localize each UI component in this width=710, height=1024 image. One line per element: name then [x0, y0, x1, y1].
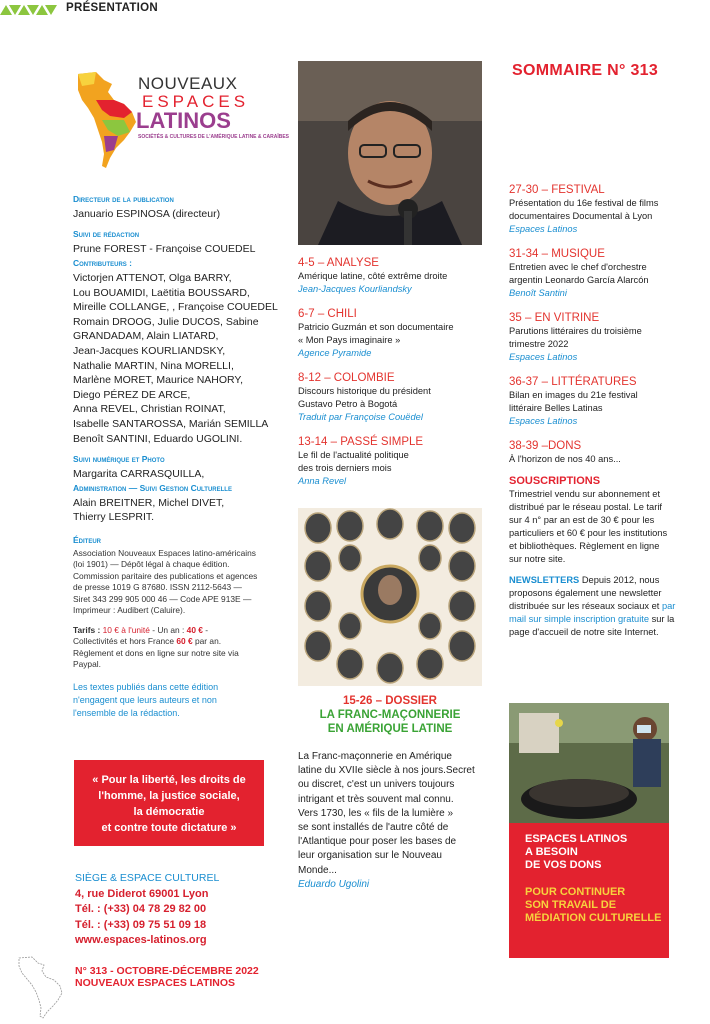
- donate-line2: MÉDIATION CULTURELLE: [525, 912, 662, 924]
- dossier-line: l'Atlantique pour poser les bases de: [298, 836, 457, 848]
- dossier-line: intrigant et très souvent mal connu.: [298, 793, 454, 805]
- donate-line: DE VOS DONS: [525, 859, 602, 871]
- editeur-line: Imprimeur : Audibert (Caluire).: [73, 605, 186, 616]
- contact-tel2: Tél. : (+33) 09 75 51 09 18: [75, 918, 207, 931]
- tarifs-price3: 60 €: [176, 636, 193, 647]
- quote-line: « Pour la liberté, les droits de: [92, 774, 246, 786]
- contrib-line: Victorjen ATTENOT, Olga BARRY,: [73, 271, 232, 284]
- toc-body: Le fil de l'actualité politique: [298, 450, 409, 460]
- souscriptions-block: [509, 474, 699, 566]
- contact-address: 4, rue Diderot 69001 Lyon: [75, 887, 209, 900]
- director-label: Directeur de la publication: [73, 194, 174, 204]
- toc-title: 4-5 – ANALYSE: [298, 257, 379, 269]
- dossier-line: leur organisation sur le Nouveau: [298, 850, 442, 862]
- toc-body: argentin Leonardo García Alarcón: [509, 275, 649, 285]
- disclaimer-line: l'ensemble de la rédaction.: [73, 707, 180, 718]
- director-value: Januario ESPINOSA (directeur): [73, 207, 221, 220]
- disclaimer-line: Les textes publiés dans cette édition: [73, 681, 219, 692]
- top-bar: [0, 0, 710, 18]
- editeur-line: (loi 1901) — Dépôt légal à chaque édition.: [73, 559, 230, 570]
- souscriptions-title: SOUSCRIPTIONS: [509, 475, 601, 487]
- editeur-label: Éditeur: [73, 535, 102, 546]
- toc-title: 8-12 – COLOMBIE: [298, 372, 395, 384]
- quote-line: la démocratie: [133, 806, 205, 818]
- toc-title: 38-39 –DONS: [509, 440, 582, 452]
- newsletters-l3a: distribuée sur les réseaux sociaux et: [509, 601, 662, 611]
- souscriptions-line: particuliers et 60 € pour les institutions: [509, 528, 668, 538]
- contrib-line: Lou BOUAMIDI, Laëtitia BOUSSARD,: [73, 286, 250, 299]
- souscriptions-line: Trimestriel vendu sur abonnement et: [509, 489, 661, 499]
- dossier-title-line: 15-26 – DOSSIER: [343, 695, 437, 707]
- toc-entry[interactable]: [509, 376, 699, 428]
- newsletters-l5: page d'accueil de notre site Internet.: [509, 627, 659, 637]
- tarifs-mid: - Un an :: [149, 624, 187, 635]
- toc-body: Patricio Guzmán et son documentaire: [298, 322, 454, 332]
- tarifs-line1: [73, 625, 278, 637]
- toc-body: Gustavo Petro à Bogotá: [298, 399, 398, 409]
- toc-entry[interactable]: [509, 440, 699, 466]
- toc-entry[interactable]: [298, 436, 488, 488]
- dossier-line: ou discret, c'est un univers toujours: [298, 779, 455, 791]
- toc-title: 13-14 – PASSÉ SIMPLE: [298, 436, 424, 448]
- contrib-line: Mireille COLLANGE, , Françoise COUEDEL: [73, 301, 278, 314]
- newsletters-block: [509, 574, 699, 639]
- decorative-triangles-icon: [0, 3, 60, 15]
- contact-tel1: Tél. : (+33) 04 78 29 82 00: [75, 903, 207, 915]
- toc-entry[interactable]: [298, 257, 488, 296]
- tarifs-line2: [73, 636, 278, 648]
- disclaimer-line: n'engagent que leurs auteurs et non: [73, 694, 217, 705]
- portrait-image: [298, 61, 482, 245]
- souscriptions-line: distribué par le réseau postal. Le tarif: [509, 502, 662, 512]
- toc-body: Amérique latine, côté extrême droite: [298, 271, 448, 281]
- right-sections: [509, 184, 699, 639]
- logo-line1: NOUVEAUX: [138, 74, 238, 93]
- tarifs-line4: Paypal.: [73, 659, 101, 670]
- contrib-line: Marlène MORET, Maurice NAHORY,: [73, 374, 243, 387]
- newsletters-line1: [509, 574, 699, 587]
- toc-author: Benoît Santini: [509, 288, 567, 298]
- souscriptions-line: sur notre site.: [509, 554, 566, 564]
- toc-body: Bilan en images du 21e festival: [509, 390, 638, 400]
- tarifs-price2: 40 €: [186, 624, 203, 635]
- staff-block: [73, 192, 278, 720]
- editeur-line: Siret 343 299 905 000 46 — Code APE 913E —: [73, 593, 252, 604]
- donate-box[interactable]: [509, 823, 669, 958]
- toc-title: 27-30 – FESTIVAL: [509, 184, 605, 196]
- tarifs-label: Tarifs :: [73, 624, 101, 635]
- editeur-line: Association Nouveaux Espaces latino-américains: [73, 547, 256, 558]
- toc-body: Entretien avec le chef d'orchestre: [509, 262, 647, 272]
- toc-body: Discours historique du président: [298, 386, 431, 396]
- souscriptions-line: sur 4 n° par an est de 30 € pour les: [509, 515, 655, 525]
- toc-body: des trois derniers mois: [298, 463, 392, 473]
- toc-entry[interactable]: [298, 308, 488, 360]
- newsletters-label: NEWSLETTERS: [509, 575, 580, 585]
- donate-line: A BESOIN: [525, 846, 578, 858]
- contrib-line: Romain DROOG, Julie DUCOS, Sabine: [73, 315, 259, 328]
- toc-body: Parutions littéraires du troisième: [509, 326, 642, 336]
- president-photo: [298, 61, 482, 245]
- contrib-line: Benoît SANTINI, Eduardo UGOLINI.: [73, 432, 243, 445]
- toc-author: Agence Pyramide: [298, 348, 372, 358]
- tarifs-end: -: [202, 624, 209, 635]
- toc-author: Espaces Latinos: [509, 352, 578, 362]
- dossier-title: [298, 694, 482, 736]
- toc-entry[interactable]: [298, 372, 488, 424]
- middle-sections: [298, 257, 488, 488]
- masonic-portraits-image: [298, 508, 482, 686]
- admin-label: Administration — Suivi Gestion Culturelle: [73, 483, 232, 494]
- suivi-label: Suivi de rédaction: [73, 229, 140, 240]
- contrib-line: Isabelle SANTAROSSA, Marián SEMILLA: [73, 417, 269, 430]
- contrib-label: Contributeurs :: [73, 258, 132, 269]
- toc-author: Anna Revel: [298, 476, 347, 486]
- contact-title: SIÈGE & ESPACE CULTUREL: [75, 872, 220, 884]
- footer-map-icon: [16, 955, 71, 1020]
- contrib-line: Nathalie MARTIN, Nina MORELLI,: [73, 359, 234, 372]
- tarifs-line2a: Collectivités et hors France: [73, 636, 177, 647]
- toc-author: Traduit par Françoise Couëdel: [298, 412, 423, 422]
- toc-entry[interactable]: [509, 248, 699, 300]
- logo-line3: LATINOS: [136, 108, 231, 133]
- contrib-line: Diego PÉREZ DE ARCE,: [73, 388, 191, 401]
- dossier-line: Vers 1730, les « fils de la lumière »: [298, 807, 454, 819]
- souscriptions-line: et bibliothèques. Règlement en ligne: [509, 541, 660, 551]
- sommaire-title: SOMMAIRE N° 313: [512, 62, 659, 79]
- contrib-line: Jean-Jacques KOURLIANDSKY,: [73, 344, 226, 357]
- toc-title: 35 – EN VITRINE: [509, 312, 600, 324]
- toc-body: trimestre 2022: [509, 339, 569, 349]
- admin-line: Alain BREITNER, Michel DIVET,: [73, 496, 225, 509]
- donate-line: ESPACES LATINOS: [525, 833, 628, 845]
- footer-mag-name: NOUVEAUX ESPACES LATINOS: [75, 977, 236, 989]
- donate-text: [509, 823, 669, 925]
- editeur-line: de presse 1019 G 87680. ISSN 2112-5643 —: [73, 582, 242, 593]
- dossier-line: La Franc-maçonnerie en Amérique: [298, 751, 452, 762]
- footer-issue-number: N° 313 - OCTOBRE-DÉCEMBRE 2022: [75, 965, 259, 977]
- numerique-value: Margarita CARRASQUILLA,: [73, 467, 205, 480]
- dossier-line: se sont installés de l'autre côté de: [298, 822, 449, 834]
- toc-title: 31-34 – MUSIQUE: [509, 248, 605, 260]
- toc-body: À l'horizon de nos 40 ans...: [509, 454, 621, 464]
- contact-web[interactable]: www.espaces-latinos.org: [75, 934, 207, 946]
- toc-body: Présentation du 16e festival de films: [509, 198, 659, 208]
- section-label: PRÉSENTATION: [66, 2, 158, 14]
- tarifs-line2b: par an.: [192, 636, 222, 647]
- tarifs-price1: 10 € à l'unité: [102, 624, 150, 635]
- dossier-title-line: LA FRANC-MAÇONNERIE: [319, 709, 461, 721]
- logo: [74, 70, 290, 175]
- dossier-line: Monde...: [298, 864, 337, 876]
- quote-line: et contre toute dictature »: [101, 822, 237, 834]
- toc-title: 36-37 – LITTÉRATURES: [509, 376, 637, 388]
- admin-line: Thierry LESPRIT.: [73, 511, 155, 524]
- dossier-block[interactable]: [298, 694, 482, 891]
- contact-block: [75, 871, 295, 949]
- editeur-line: Commission paritaire des publications et agences: [73, 570, 258, 581]
- contrib-line: GRANDADAM, Alain LIATARD,: [73, 330, 219, 343]
- toc-author: Espaces Latinos: [509, 416, 578, 426]
- toc-body: « Mon Pays imaginaire »: [298, 335, 401, 345]
- portraits-collage: [298, 508, 482, 686]
- newsletters-l4a[interactable]: mail sur simple inscription gratuite: [509, 614, 650, 624]
- logo-tagline: SOCIÉTÉS & CULTURES DE L'AMÉRIQUE LATINE & CARAÏBES: [138, 134, 290, 140]
- dossier-body: [298, 750, 482, 891]
- newsletters-l2: proposons également une newsletter: [509, 588, 662, 598]
- newsletters-line4: [509, 613, 699, 626]
- newsletters-l3b[interactable]: par: [661, 601, 676, 611]
- quote-line: l'homme, la justice sociale,: [98, 790, 240, 802]
- vendor-photo: [509, 703, 669, 823]
- toc-title: 6-7 – CHILI: [298, 308, 357, 320]
- tarifs-line3: Règlement et dons en ligne sur notre site via: [73, 647, 239, 658]
- dossier-line: latine du XVIIe siècle à nos jours.Secret: [298, 765, 475, 777]
- contrib-line: Anna REVEL, Christian ROINAT,: [73, 403, 226, 416]
- donate-line2: POUR CONTINUER: [525, 886, 626, 898]
- toc-author: Jean-Jacques Kourliandsky: [298, 284, 412, 294]
- quote-box: [74, 760, 264, 846]
- newsletters-line3: [509, 600, 699, 613]
- newsletters-l4b: sur la: [649, 614, 675, 624]
- toc-entry[interactable]: [509, 312, 699, 364]
- numerique-label: Suivi numérique et Photo: [73, 454, 165, 465]
- vendor-image: [509, 703, 669, 823]
- toc-body: documentaires Documental à Lyon: [509, 211, 653, 221]
- newsletters-l1: Depuis 2012, nous: [579, 575, 660, 585]
- footer-issue: [75, 965, 259, 989]
- toc-entry[interactable]: [509, 184, 699, 236]
- suivi-value: Prune FOREST - Françoise COUEDEL: [73, 242, 256, 255]
- toc-body: littéraire Belles Latinas: [509, 403, 603, 413]
- toc-author: Espaces Latinos: [509, 224, 578, 234]
- donate-line2: SON TRAVAIL DE: [525, 899, 617, 911]
- dossier-title-line: EN AMÉRIQUE LATINE: [327, 723, 453, 735]
- logo-line2: ESPACES: [142, 92, 250, 111]
- dossier-author: Eduardo Ugolini: [298, 878, 370, 890]
